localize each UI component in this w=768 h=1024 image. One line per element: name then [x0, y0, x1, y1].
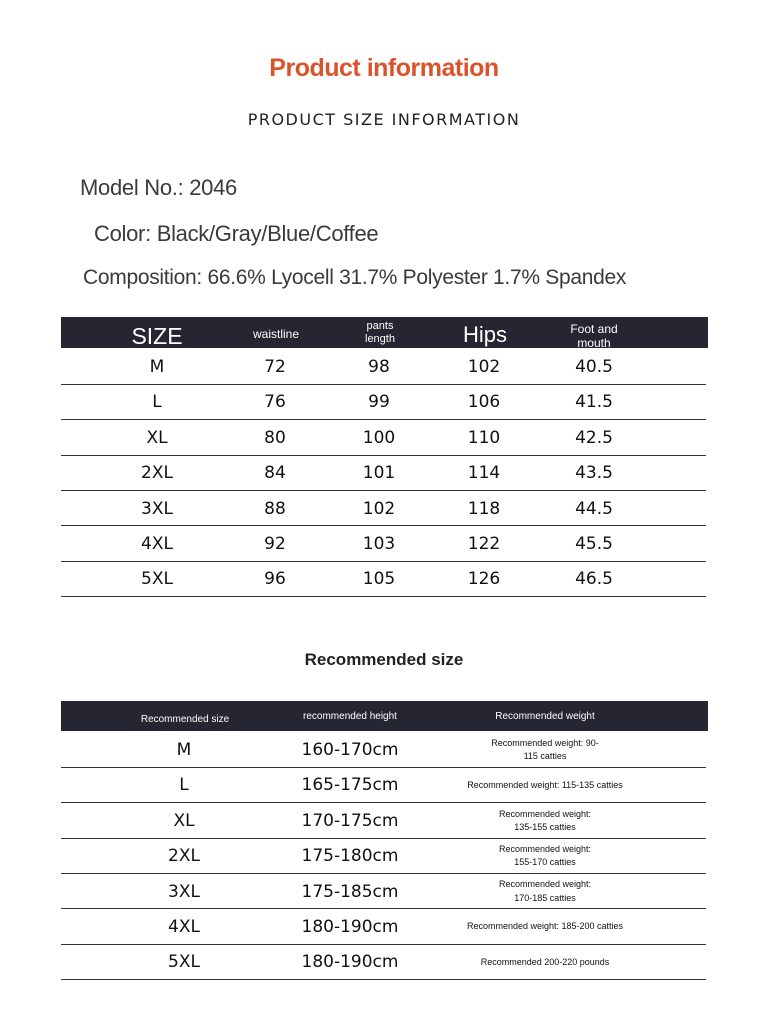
- size-cell: 101: [362, 463, 396, 484]
- size-cell: 102: [362, 498, 396, 519]
- size-cell: 5XL: [141, 569, 173, 590]
- rec-size-cell: M: [176, 739, 192, 760]
- size-cell: 105: [362, 569, 396, 590]
- rec-height-cell: 175-180cm: [301, 846, 399, 867]
- header-size: SIZE: [131, 322, 183, 349]
- recommended-table-header: [61, 701, 708, 731]
- size-table-row: [61, 385, 706, 420]
- header-hips: Hips: [462, 322, 507, 348]
- size-cell: 103: [362, 533, 396, 554]
- rec-size-cell: 3XL: [168, 881, 200, 902]
- size-cell: 99: [368, 392, 390, 413]
- size-cell: 96: [264, 569, 286, 590]
- size-cell: 114: [467, 463, 501, 484]
- size-table-row: [61, 562, 706, 597]
- size-cell: 98: [368, 356, 390, 377]
- size-cell: 118: [467, 498, 501, 519]
- size-cell: 3XL: [141, 498, 173, 519]
- size-cell: 106: [467, 392, 501, 413]
- rec-weight-cell: Recommended weight: 170-185 catties: [498, 879, 592, 903]
- header-foot-mouth: Foot and mouth: [570, 322, 618, 350]
- size-cell: 44.5: [575, 498, 613, 519]
- size-cell: 126: [467, 569, 501, 590]
- recommended-row: [61, 768, 706, 803]
- size-cell: 84: [264, 463, 286, 484]
- page-title: Product information: [269, 54, 499, 82]
- size-cell: 45.5: [575, 533, 613, 554]
- size-cell: L: [152, 392, 162, 413]
- header-recommended-size: Recommended size: [140, 713, 230, 725]
- size-cell: 2XL: [141, 463, 173, 484]
- size-cell: 80: [264, 427, 286, 448]
- rec-weight-cell: Recommended weight: 185-200 catties: [466, 921, 624, 932]
- rec-height-cell: 160-170cm: [301, 739, 399, 760]
- size-cell: 92: [264, 533, 286, 554]
- header-recommended-weight: Recommended weight: [495, 710, 595, 722]
- rec-size-cell: XL: [173, 810, 195, 831]
- recommended-row: [61, 804, 706, 839]
- size-cell: 76: [264, 392, 286, 413]
- size-table-row: [61, 350, 706, 385]
- size-table-row: [61, 492, 706, 527]
- model-number: Model No.: 2046: [80, 175, 237, 200]
- rec-weight-cell: Recommended weight: 90-115 catties: [491, 737, 599, 761]
- color-options: Color: Black/Gray/Blue/Coffee: [94, 221, 379, 246]
- rec-height-cell: 180-190cm: [301, 952, 399, 973]
- recommended-row: [61, 733, 706, 768]
- recommended-row: [61, 875, 706, 910]
- rec-size-cell: 5XL: [168, 952, 200, 973]
- rec-size-cell: 2XL: [168, 846, 200, 867]
- size-table-row: [61, 421, 706, 456]
- rec-weight-cell: Recommended weight: 115-135 catties: [467, 779, 623, 790]
- size-table-header: [61, 317, 708, 348]
- size-cell: 102: [467, 356, 501, 377]
- rec-weight-cell: Recommended weight: 155-170 catties: [498, 844, 592, 868]
- size-cell: M: [149, 356, 165, 377]
- size-cell: 88: [264, 498, 286, 519]
- rec-height-cell: 180-190cm: [301, 916, 399, 937]
- rec-height-cell: 165-175cm: [301, 775, 399, 796]
- header-recommended-height: recommended height: [303, 710, 397, 722]
- size-cell: XL: [146, 427, 168, 448]
- rec-size-cell: L: [179, 775, 189, 796]
- recommended-row: [61, 945, 706, 980]
- size-cell: 46.5: [575, 569, 613, 590]
- size-cell: 40.5: [575, 356, 613, 377]
- size-table-row: [61, 527, 706, 562]
- rec-size-cell: 4XL: [168, 916, 200, 937]
- size-cell: 100: [362, 427, 396, 448]
- recommended-row: [61, 839, 706, 874]
- size-cell: 42.5: [575, 427, 613, 448]
- size-table-row: [61, 456, 706, 491]
- header-pants-length: pants length: [365, 320, 395, 345]
- rec-weight-cell: Recommended 200-220 pounds: [480, 956, 610, 967]
- recommended-title: Recommended size: [304, 650, 464, 669]
- rec-height-cell: 170-175cm: [301, 810, 399, 831]
- size-cell: 72: [264, 356, 286, 377]
- composition: Composition: 66.6% Lyocell 31.7% Polyester 1.7% Spandex: [83, 266, 627, 289]
- size-cell: 4XL: [141, 533, 173, 554]
- size-cell: 122: [467, 533, 501, 554]
- size-cell: 41.5: [575, 392, 613, 413]
- recommended-row: [61, 910, 706, 945]
- size-cell: 43.5: [575, 463, 613, 484]
- rec-weight-cell: Recommended weight: 135-155 catties: [498, 808, 592, 832]
- rec-height-cell: 175-185cm: [301, 881, 399, 902]
- size-cell: 110: [467, 427, 501, 448]
- header-waistline: waistline: [252, 326, 300, 341]
- page-subtitle: PRODUCT SIZE INFORMATION: [247, 110, 521, 129]
